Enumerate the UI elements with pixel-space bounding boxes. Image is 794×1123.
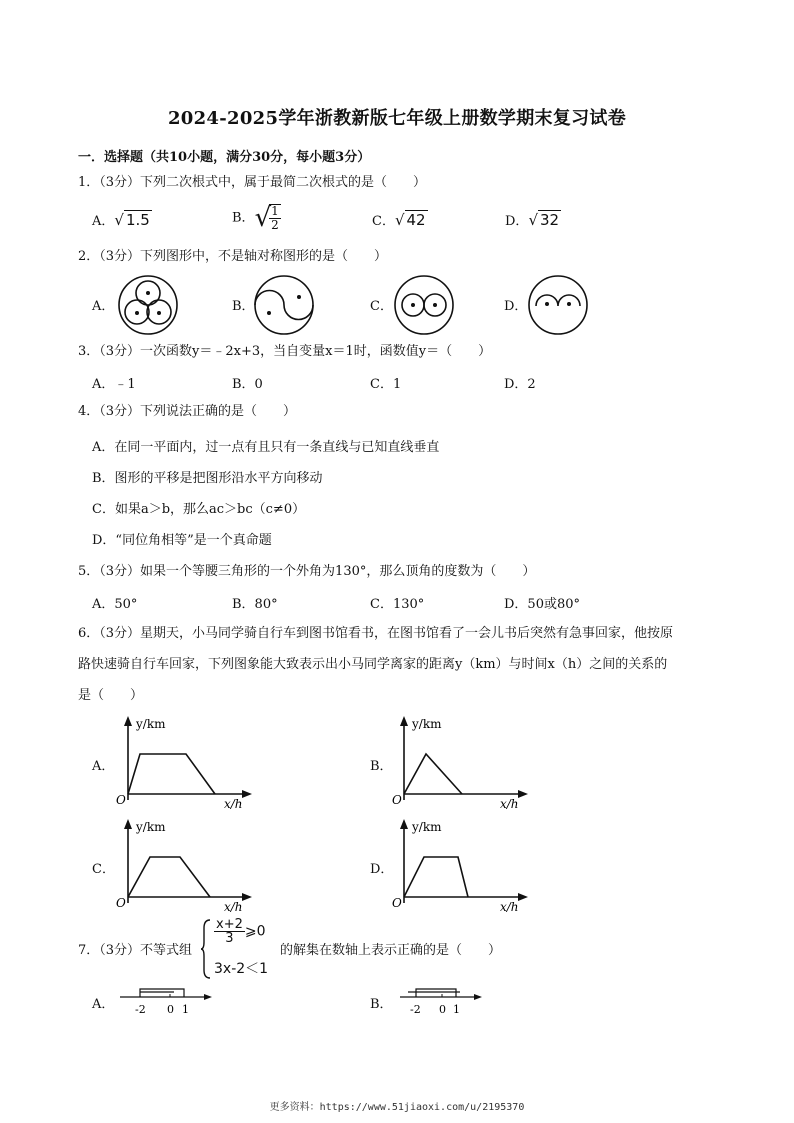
question-6-line2: 路快速骑自行车回家，下列图象能大致表示出小马同学离家的距离y（km）与时间x（h）之间的关系的 bbox=[78, 657, 668, 672]
tick-label: 1 bbox=[182, 1003, 189, 1016]
question-1-stem: 1．（3分）下列二次根式中，属于最简二次根式的是（ ） bbox=[78, 175, 427, 190]
q3-option-d: D．2 bbox=[504, 377, 536, 392]
section-heading: 一．选择题（共10小题，满分30分，每小题3分） bbox=[78, 150, 371, 165]
q2-figure-a bbox=[116, 273, 180, 337]
q6-graph-d bbox=[388, 815, 538, 915]
q2-option-a-label: A． bbox=[92, 299, 115, 314]
q2-option-c-label: C． bbox=[370, 299, 393, 314]
q4-option-b: B．图形的平移是把图形沿水平方向移动 bbox=[92, 471, 323, 486]
q7-option-a-label: A． bbox=[92, 997, 115, 1012]
x-axis-label: x/h bbox=[500, 900, 519, 914]
inequality-2: 3x-2＜1 bbox=[214, 961, 269, 977]
y-axis-label: y/km bbox=[136, 820, 166, 834]
q6-graph-a bbox=[112, 712, 262, 812]
q1-option-a: A．√ 1.5 bbox=[92, 211, 150, 229]
q5-option-b: B．80° bbox=[232, 597, 278, 612]
origin-label: O bbox=[116, 896, 126, 910]
question-4-stem: 4．（3分）下列说法正确的是（ ） bbox=[78, 404, 297, 419]
origin-label: O bbox=[392, 793, 402, 807]
question-2-stem: 2．（3分）下列图形中，不是轴对称图形的是（ ） bbox=[78, 249, 388, 264]
q1-option-d: D．√ 32 bbox=[505, 211, 560, 229]
inequality-1: $\frac{x+2}{3}$ ⩾0 bbox=[216, 917, 266, 946]
x-axis-label: x/h bbox=[224, 797, 243, 811]
q6-option-a-label: A． bbox=[92, 759, 115, 774]
q5-option-d: D．50或80° bbox=[504, 597, 581, 612]
tick-label: -2 bbox=[135, 1003, 146, 1016]
q4-option-a: A．在同一平面内，过一点有且只有一条直线与已知直线垂直 bbox=[92, 440, 440, 455]
q6-graph-c bbox=[112, 815, 262, 915]
x-axis-label: x/h bbox=[500, 797, 519, 811]
q6-option-d-label: D． bbox=[370, 862, 394, 877]
question-3-stem: 3．（3分）一次函数y＝﹣2x+3，当自变量x＝1时，函数值y＝（ ） bbox=[78, 344, 492, 359]
q7-numberline-a bbox=[116, 983, 216, 1019]
q7-numberline-b bbox=[396, 983, 496, 1019]
q1-option-c: C．√ 42 bbox=[372, 211, 426, 229]
question-6-line3: 是（ ） bbox=[78, 688, 144, 703]
tick-label: 1 bbox=[453, 1003, 460, 1016]
system-brace bbox=[200, 918, 212, 980]
q2-figure-c bbox=[392, 273, 456, 337]
q5-option-c: C．130° bbox=[370, 597, 425, 612]
q2-option-d-label: D． bbox=[504, 299, 528, 314]
q6-option-c-label: C． bbox=[92, 862, 115, 877]
q7-option-b-label: B． bbox=[370, 997, 393, 1012]
q4-option-c: C．如果a＞b，那么ac＞bc（c≠0） bbox=[92, 502, 306, 517]
origin-label: O bbox=[392, 896, 402, 910]
tick-label: 0 bbox=[439, 1003, 446, 1016]
x-axis-label: x/h bbox=[224, 900, 243, 914]
q3-option-a: A．﹣1 bbox=[92, 377, 136, 392]
tick-label: -2 bbox=[410, 1003, 421, 1016]
origin-label: O bbox=[116, 793, 126, 807]
q2-figure-b bbox=[252, 273, 316, 337]
q3-option-c: C．1 bbox=[370, 377, 402, 392]
y-axis-label: y/km bbox=[412, 820, 442, 834]
q4-option-d: D．“同位角相等”是一个真命题 bbox=[92, 533, 272, 548]
question-6-line1: 6．（3分）星期天，小马同学骑自行车到图书馆看书，在图书馆看了一会儿书后突然有急事回家，他按原 bbox=[78, 626, 674, 641]
q2-figure-d bbox=[526, 273, 590, 337]
q3-option-b: B．0 bbox=[232, 377, 263, 392]
y-axis-label: y/km bbox=[412, 717, 442, 731]
page-title: 2024-2025学年浙教新版七年级上册数学期末复习试卷 bbox=[167, 108, 627, 129]
question-7-suffix: 的解集在数轴上表示正确的是（ ） bbox=[280, 943, 502, 958]
q2-option-b-label: B． bbox=[232, 299, 255, 314]
question-7-prefix: 7．（3分）不等式组 bbox=[78, 943, 193, 958]
footer-link[interactable]: 更多资料：https://www.51jiaoxi.com/u/2195370 bbox=[269, 1102, 525, 1113]
q5-option-a: A．50° bbox=[92, 597, 138, 612]
q6-option-b-label: B． bbox=[370, 759, 393, 774]
q1-option-b: B．√ $\frac{1}{2}$ bbox=[232, 203, 279, 233]
y-axis-label: y/km bbox=[136, 717, 166, 731]
question-5-stem: 5．（3分）如果一个等腰三角形的一个外角为130°，那么顶角的度数为（ ） bbox=[78, 564, 536, 579]
tick-label: 0 bbox=[167, 1003, 174, 1016]
q6-graph-b bbox=[388, 712, 538, 812]
